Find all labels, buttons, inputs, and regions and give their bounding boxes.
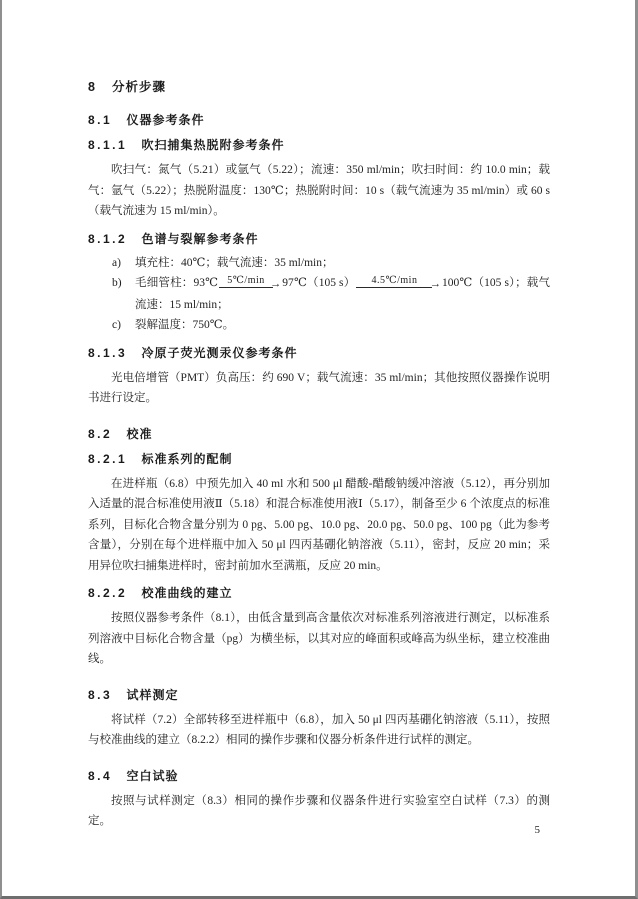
section-title: 分析步骤 [111,80,166,94]
list-marker: b) [112,277,122,289]
section-heading-8-1-2 [88,232,550,247]
section-number: 8.1.1 [88,138,128,152]
paragraph-8-4: 按照与试样测定（8.3）相同的操作步骤和仪器条件进行实验室空白试样（7.3）的测定。 [88,794,550,827]
list-item-c [88,315,550,336]
ramp-rate-label: 4.5℃/min [356,275,432,288]
section-number: 8.3 [88,687,113,702]
list-item-b [88,273,550,315]
section-title: 校准 [126,426,153,441]
list-marker: a) [112,256,121,269]
section-title: 试样测定 [126,687,179,702]
paragraph-8-3: 将试样（7.2）全部转移至进样瓶中（6.8），加入 50 μl 四丙基硼化钠溶液（5.11），按照与校准曲线的建立（8.2.2）相同的操作步骤和仪器分析条件进行试样的测定。 [88,713,550,746]
condition-list [88,253,550,336]
section-number: 8.1.3 [88,345,128,360]
ramp-end-text: 100℃（105 s）；载气流速：15 ml/min； [135,277,551,311]
arrow-right-icon: → [429,278,441,290]
list-item-a [88,253,550,274]
section-number: 8.2.1 [88,451,128,466]
paragraph-8-2-2: 按照仪器参考条件（8.1），由低含量到高含量依次对标准系列溶液进行测定，以标准系列溶液中目标化合物含量（pg）为横坐标，以其对应的峰面积或峰高为纵坐标，建立校准曲线。 [88,612,550,665]
section-title: 空白试验 [126,768,179,783]
section-number: 8.2 [88,426,113,441]
section-heading-8-2-1 [88,452,550,467]
section-title: 吹扫捕集热脱附参考条件 [141,138,285,152]
section-heading-8-2 [88,427,550,442]
section-number: 8.1 [88,113,113,127]
ramp-rate-label: 5℃/min [219,275,273,288]
section-title: 标准系列的配制 [141,451,233,466]
section-number: 8.2.2 [88,586,128,600]
paragraph-8-2-1: 在进样瓶（6.8）中预先加入 40 ml 水和 500 μl 醋酸-醋酸钠缓冲溶液（5.12），再分别加入适量的混合标准使用液Ⅱ（5.18）和混合标准使用液Ⅰ（5.17），制备至少 6 个浓度点的标准系列，目标化合物含量分别为 0 pg、5.00 pg、10.0 pg、20.0 pg、50.0 pg、100 pg（此为参考含量），分别在每个进样瓶中加入 50 μl 四丙基硼化钠溶液（5.11），密封，反应 20 min；采用异位吹扫捕集进样时，密封前加水至满瓶，反应 20 min。 [88,477,550,572]
arrow-right-icon: → [269,278,282,290]
paragraph-8-1-3: 光电倍增管（PMT）负高压：约 690 V；载气流速：35 ml/min；其他按照仪器操作说明书进行设定。 [88,371,550,404]
ramp-start-text: 毛细管柱：93℃ [135,277,219,289]
temp-ramp-arrow-2 [356,273,441,295]
section-number: 8.4 [88,768,113,783]
list-marker: c) [112,319,121,331]
section-heading-8-1-3 [88,346,550,361]
section-title: 冷原子荧光测汞仪参考条件 [141,345,298,360]
section-title: 校准曲线的建立 [141,586,233,600]
section-heading-8-3 [88,688,550,703]
section-title: 仪器参考条件 [126,113,205,127]
list-text: 裂解温度：750℃。 [135,319,235,331]
section-number: 8 [88,80,98,94]
paragraph-8-1-1: 吹扫气：氮气（5.21）或氩气（5.22）；流速：350 ml/min；吹扫时间：约 10.0 min；载气：氩气（5.22）；热脱附温度：130℃；热脱附时间：10 s（载气流速为 35 ml/min）或 60 s（载气流速为 15 ml/min）。 [88,164,550,217]
page-number: 5 [534,824,540,836]
temp-ramp-arrow-1 [219,273,281,295]
section-title: 色谱与裂解参考条件 [141,231,259,246]
section-heading-8-1-1 [88,138,550,153]
section-heading-8-2-2 [88,586,550,601]
section-heading-8 [88,80,550,95]
section-heading-8-4 [88,769,550,784]
section-heading-8-1 [88,113,550,128]
section-number: 8.1.2 [88,231,128,246]
list-text: 填充柱：40℃；载气流速：35 ml/min； [135,256,334,269]
ramp-mid-text: 97℃（105 s） [282,277,356,289]
